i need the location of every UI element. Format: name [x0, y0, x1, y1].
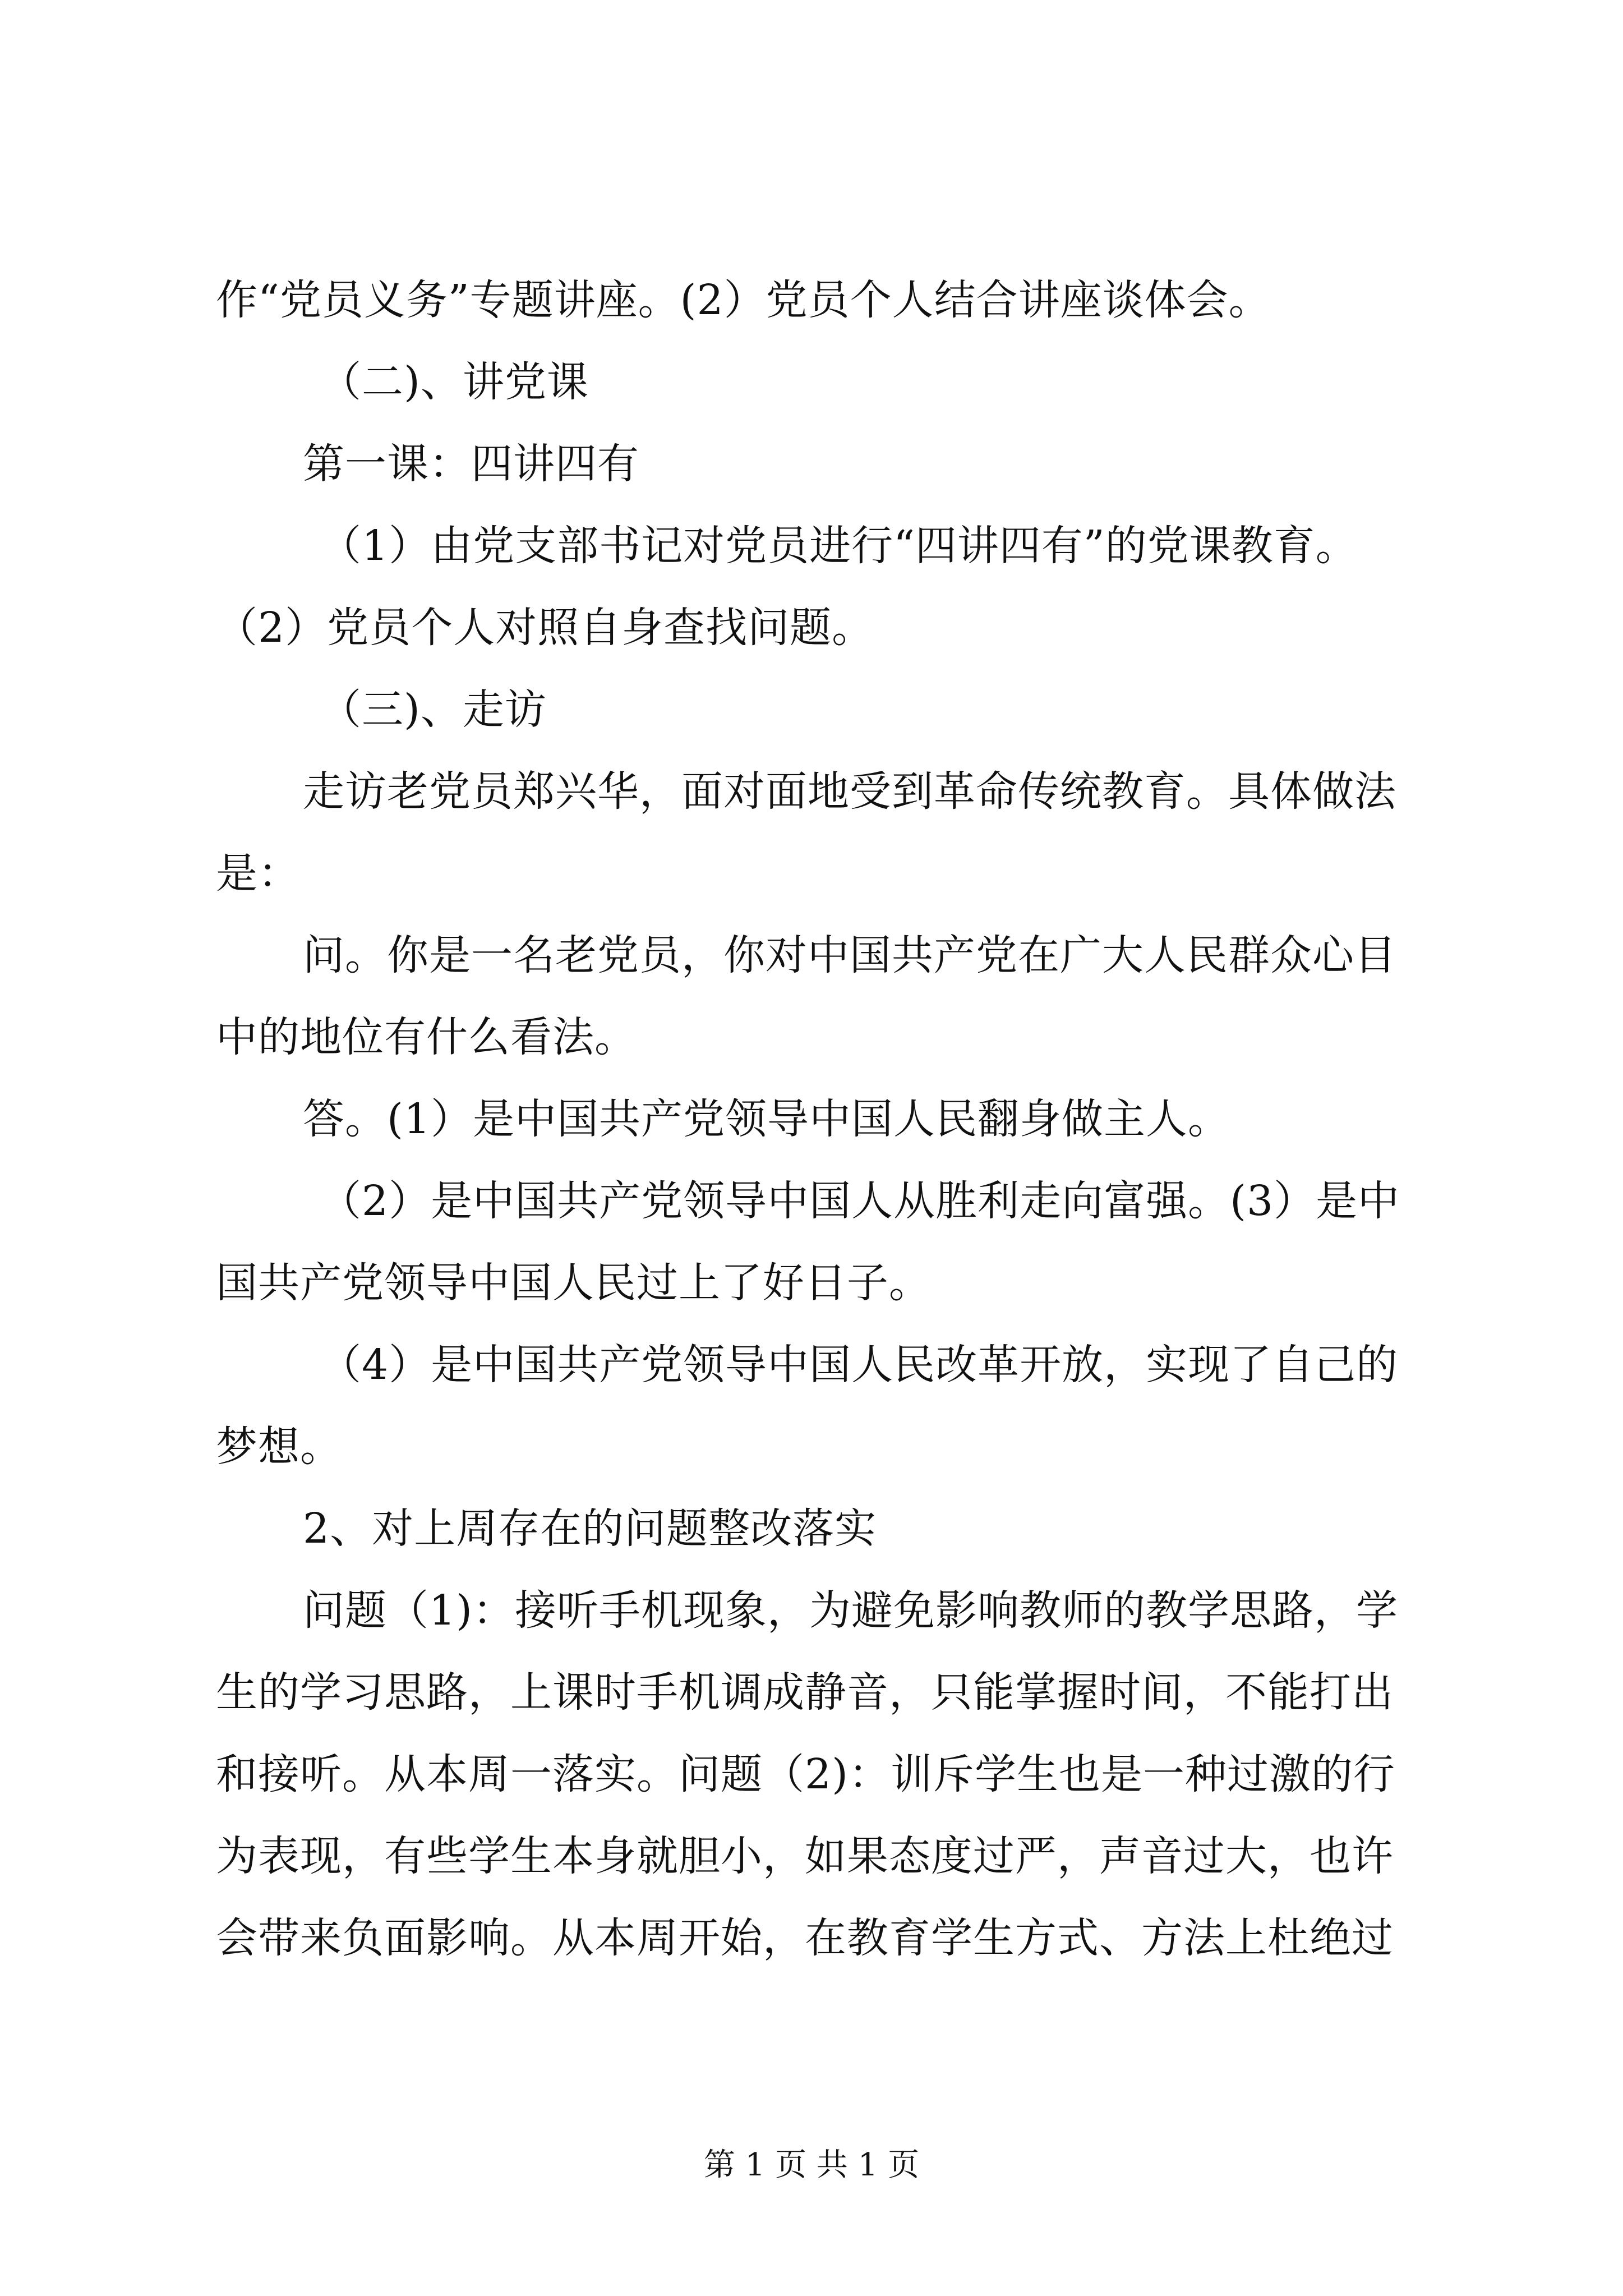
- text-line-15: 梦想。: [216, 1423, 342, 1471]
- text-line-12: （2）是中国共产党领导中国人从胜利走向富强。(3）是中: [320, 1177, 1400, 1225]
- text-line-18: 生的学习思路，上课时手机调成静音，只能掌握时间，不能打出: [216, 1668, 1394, 1717]
- text-line-5: （2）党员个人对照自身查找问题。: [216, 604, 874, 652]
- text-line-19: 和接听。从本周一落实。问题（2)：训斥学生也是一种过激的行: [216, 1750, 1395, 1798]
- text-line-1: 作“党员义务”专题讲座。(2）党员个人结合讲座谈体会。: [216, 276, 1271, 324]
- text-line-14: （4）是中国共产党领导中国人民改革开放，实现了自己的: [320, 1341, 1399, 1389]
- text-line-3: 第一课：四讲四有: [303, 440, 639, 488]
- text-line-7: 走访老党员郑兴华，面对面地受到革命传统教育。具体做法: [303, 767, 1396, 816]
- text-line-17: 问题（1)：接听手机现象，为避免影响教师的教学思路，学: [303, 1586, 1398, 1635]
- text-line-11: 答。(1）是中国共产党领导中国人民翻身做主人。: [303, 1095, 1230, 1143]
- text-line-8: 是：: [216, 849, 300, 898]
- page-footer: 第 1 页 共 1 页: [703, 2147, 920, 2183]
- text-line-9: 问。你是一名老党员，你对中国共产党在广大人民群众心目: [303, 931, 1396, 979]
- text-line-4: （1）由党支部书记对党员进行“四讲四有”的党课教育。: [320, 522, 1358, 570]
- text-line-2: （二)、讲党课: [320, 358, 589, 406]
- text-line-10: 中的地位有什么看法。: [216, 1013, 637, 1061]
- text-line-16: 2、对上周存在的问题整改落实: [303, 1504, 877, 1553]
- text-line-21: 会带来负面影响。从本周开始，在教育学生方式、方法上杜绝过: [216, 1914, 1394, 1962]
- text-line-13: 国共产党领导中国人民过上了好日子。: [216, 1259, 931, 1307]
- text-line-20: 为表现，有些学生本身就胆小，如果态度过严，声音过大，也许: [216, 1832, 1394, 1880]
- text-line-6: （三)、走访: [320, 685, 547, 734]
